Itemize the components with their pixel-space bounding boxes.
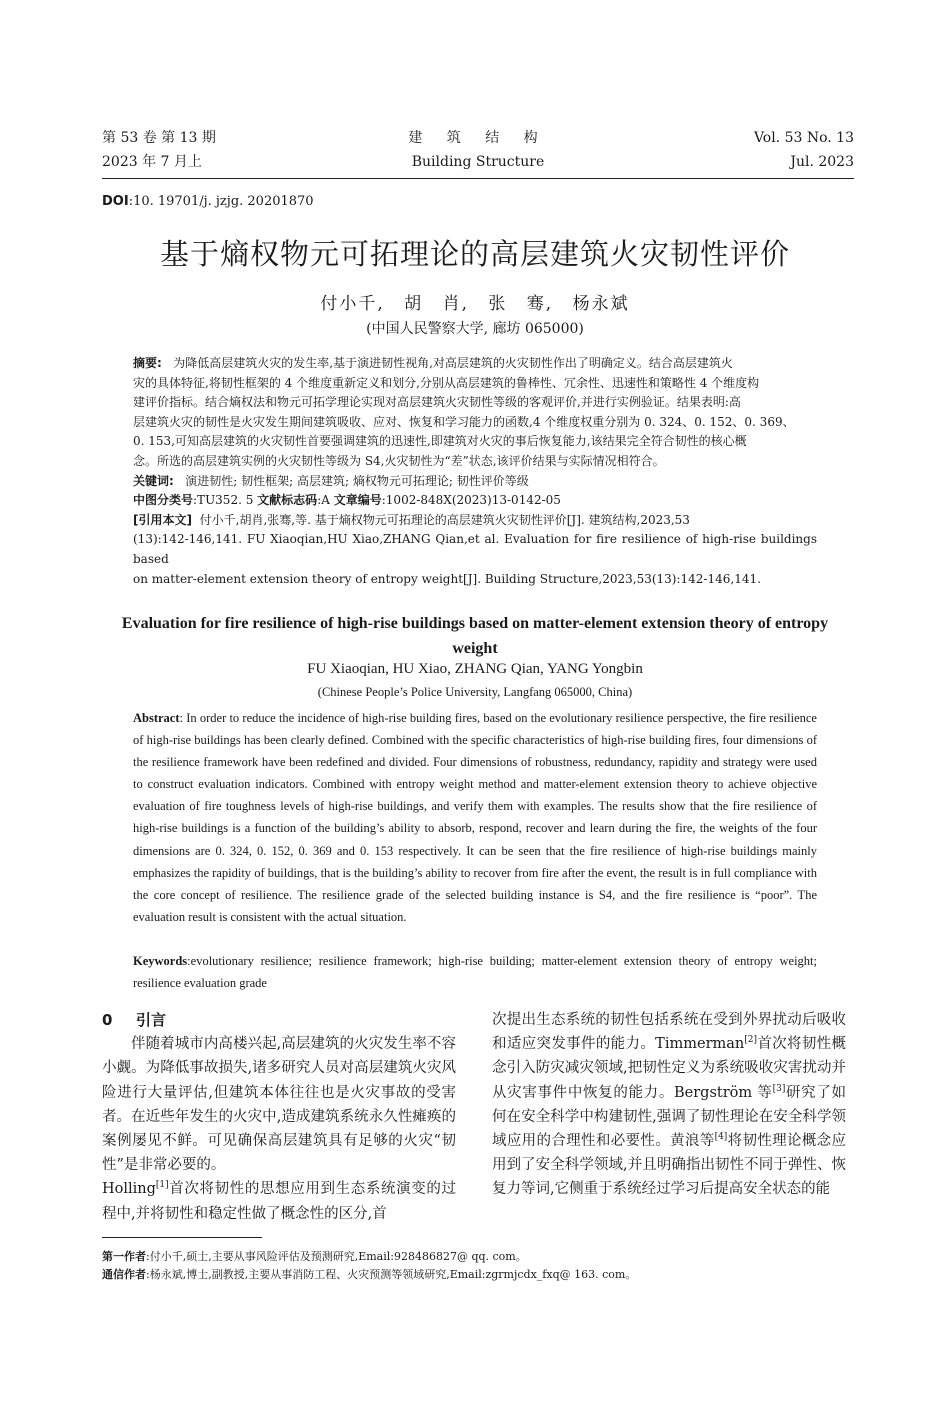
article-number: 文章编号:1002-848X(2023)13-0142-05 bbox=[333, 493, 561, 508]
keywords-cn-value: 演进韧性; 韧性框架; 高层建筑; 熵权物元可拓理论; 韧性评价等级 bbox=[185, 473, 529, 488]
affiliation-cn: (中国人民警察大学, 廊坊 065000) bbox=[366, 321, 584, 337]
date-cn: 2023 年 7 月上 bbox=[102, 154, 202, 170]
affiliation-en: (Chinese People’s Police University, Langfang 065000, China) bbox=[317, 685, 633, 699]
abstract-cn-line: 层建筑火灾的韧性是火灾发生期间建筑吸收、应对、恢复和学习能力的函数,4 个维度权重分别为 0. 324、0. 152、0. 369、 bbox=[133, 414, 795, 429]
citation-ref[interactable]: [1] bbox=[155, 1180, 169, 1191]
section-number: 0 bbox=[102, 1011, 113, 1029]
authors-en: FU Xiaoqian, HU Xiao, ZHANG Qian, YANG Yongbin bbox=[307, 661, 643, 677]
footnote-first-author: 第一作者:付小千,硕士,主要从事风险评估及预测研究,Email:928486827@ qq. com。 bbox=[102, 1250, 527, 1263]
abstract-en-text: : In order to reduce the incidence of high-rise building fires, based on the evolutionary resilience perspective, the fire resilience of high-rise buildings has been clearly defined. Combined with the specific characteristics of high-rise building fires, four dimensions of the resilience framework have been redefined and divided. Four dimensions of robustness, redundancy, rapidity and strategy were used to construct evaluation indicators. Combined with entropy weight method and matter-element extension theory to achieve objective evaluation of fire toughness levels of high-rise buildings, and verify them with examples. The results show that the fire resilience of high-rise buildings is a function of the building’s ability to absorb, respond, recover and learn during the fire, the weights of the four dimensions are 0. 324, 0. 152, 0. 369 and 0. 153 respectively. It can be seen that the fire resilience of high-rise buildings mainly emphasizes the rapidity of buildings, that is the building’s ability to recover from fire after the event, the result is in full compliance with the core concept of resilience. The resilience grade of the selected building instance is S4, and the fire resilience is “poor”. The evaluation result is consistent with the actual situation. bbox=[133, 711, 817, 924]
running-header bbox=[102, 126, 854, 174]
abstract-cn-line: 念。所选的高层建筑实例的火灾韧性等级为 S4,火灾韧性为“差”状态,该评价结果与实际情况相符合。 bbox=[133, 453, 665, 468]
volume-en: Vol. 53 No. 13 bbox=[753, 130, 854, 146]
header-divider bbox=[102, 178, 854, 179]
abstract-en-label: Abstract bbox=[133, 711, 180, 725]
title-cn: 基于熵权物元可拓理论的高层建筑火灾韧性评价 bbox=[159, 237, 790, 271]
citation: [引用本文] 付小千,胡肖,张骞,等. 基于熵权物元可拓理论的高层建筑火灾韧性评价[J]. 建筑结构,2023,53 bbox=[133, 512, 690, 527]
journal-name-cn: 建 筑 结 构 bbox=[408, 130, 548, 146]
abstract-cn-line: 0. 153,可知高层建筑的火灾韧性首要强调建筑的迅速性,即建筑对火灾的事后恢复能力,该结果完全符合韧性的核心概 bbox=[133, 434, 747, 449]
abstract-cn-line: 灾的具体特征,将韧性框架的 4 个维度重新定义和划分,分别从高层建筑的鲁棒性、冗余性、迅速性和策略性 4 个维度构 bbox=[133, 375, 760, 390]
keywords-en-text: :evolutionary resilience; resilience framework; high-rise building; matter-element extension theory of entropy weight; resilience evaluation grade bbox=[133, 954, 817, 990]
footnote-corresponding-author: 通信作者:杨永斌,博士,副教授,主要从事消防工程、火灾预测等领域研究,Email:zgrmjcdx_fxq@ 163. com。 bbox=[102, 1268, 637, 1281]
header-center bbox=[102, 126, 854, 174]
citation-ref[interactable]: [2] bbox=[744, 1035, 757, 1046]
keywords-en bbox=[133, 950, 817, 994]
doi-label: DOI bbox=[102, 194, 129, 209]
header-right bbox=[754, 126, 854, 174]
abstract-cn-line: 建评价指标。结合熵权法和物元可拓学理论实现对高层建筑火灾韧性等级的客观评价,并进行实例验证。结果表明:高 bbox=[133, 395, 741, 410]
body-paragraph: 伴随着城市内高楼兴起,高层建筑的火灾发生率不容小觑。为降低事故损失,诸多研究人员对高层建筑火灾风险进行大量评估,但建筑本体往往也是火灾事故的受害者。在近些年发生的火灾中,造成建筑系统永久性瘫痪的案例屡见不鲜。可见确保高层建筑具有足够的火灾“韧性”是非常必要的。 bbox=[102, 1036, 456, 1174]
body-column-left bbox=[102, 1008, 456, 1226]
abstract-cn-label: 摘要: bbox=[133, 356, 162, 370]
citation-ref[interactable]: [4] bbox=[714, 1132, 728, 1143]
title-en: Evaluation for fire resilience of high-rise buildings based on matter-element extension theory of entropy weight bbox=[121, 615, 829, 657]
authors-cn: 付小千, 胡 肖, 张 骞, 杨永斌 bbox=[320, 294, 630, 314]
keywords-cn bbox=[133, 472, 817, 492]
section-heading bbox=[102, 1008, 456, 1032]
doi-value: :10. 19701/j. jzjg. 20201870 bbox=[128, 194, 314, 209]
citation-ref[interactable]: [3] bbox=[772, 1083, 786, 1094]
date-en: Jul. 2023 bbox=[790, 154, 854, 170]
body-paragraph: 次提出生态系统的韧性包括系统在受到外界扰动后吸收和适应突发事件的能力。Timmerman[2]首次将韧性概念引入防灾减灾领域,把韧性定义为系统吸收灾害扰动并从灾害事件中恢复的能力。Bergström 等[3]研究了如何在安全科学中构建韧性,强调了韧性理论在安全科学领域应用的合理性和必要性。黄浪等[4]将韧性理论概念应用到了安全科学领域,并且明确指出韧性不同于弹性、恢复力等词,它侧重于系统经过学习后提高安全状态的能 bbox=[492, 1012, 847, 1198]
citation-line: on matter-element extension theory of entropy weight[J]. Building Structure,2023,53(13):142-146,141. bbox=[133, 571, 761, 586]
section-title: 引言 bbox=[136, 1011, 167, 1029]
body-column-right bbox=[492, 1008, 846, 1202]
abstract-en bbox=[133, 707, 817, 928]
journal-name-en: Building Structure bbox=[411, 154, 545, 170]
document-code: 文献标志码:A bbox=[257, 493, 330, 508]
doi bbox=[102, 194, 314, 209]
abstract-cn-block bbox=[133, 354, 817, 589]
abstract-cn-line: 摘要: 为降低高层建筑火灾的发生率,基于演进韧性视角,对高层建筑的火灾韧性作出了明确定义。结合高层建筑火 bbox=[133, 356, 733, 370]
body-paragraph: Holling[1]首次将韧性的思想应用到生态系统演变的过程中,并将韧性和稳定性做了概念性的区分,首 bbox=[102, 1180, 456, 1222]
keywords-en-label: Keywords bbox=[133, 954, 188, 968]
footnote-divider bbox=[102, 1237, 262, 1238]
citation-line: (13):142-146,141. FU Xiaoqian,HU Xiao,ZHANG Qian,et al. Evaluation for fire resilience of high-rise buildings based bbox=[133, 532, 817, 566]
classification-row bbox=[133, 491, 817, 511]
keywords-cn-label: 关键词: bbox=[133, 473, 174, 488]
citation-label: [引用本文] bbox=[133, 512, 192, 527]
volume-cn: 第 53 卷 第 13 期 bbox=[102, 130, 216, 146]
clc-number: 中图分类号:TU352. 5 bbox=[133, 493, 254, 508]
